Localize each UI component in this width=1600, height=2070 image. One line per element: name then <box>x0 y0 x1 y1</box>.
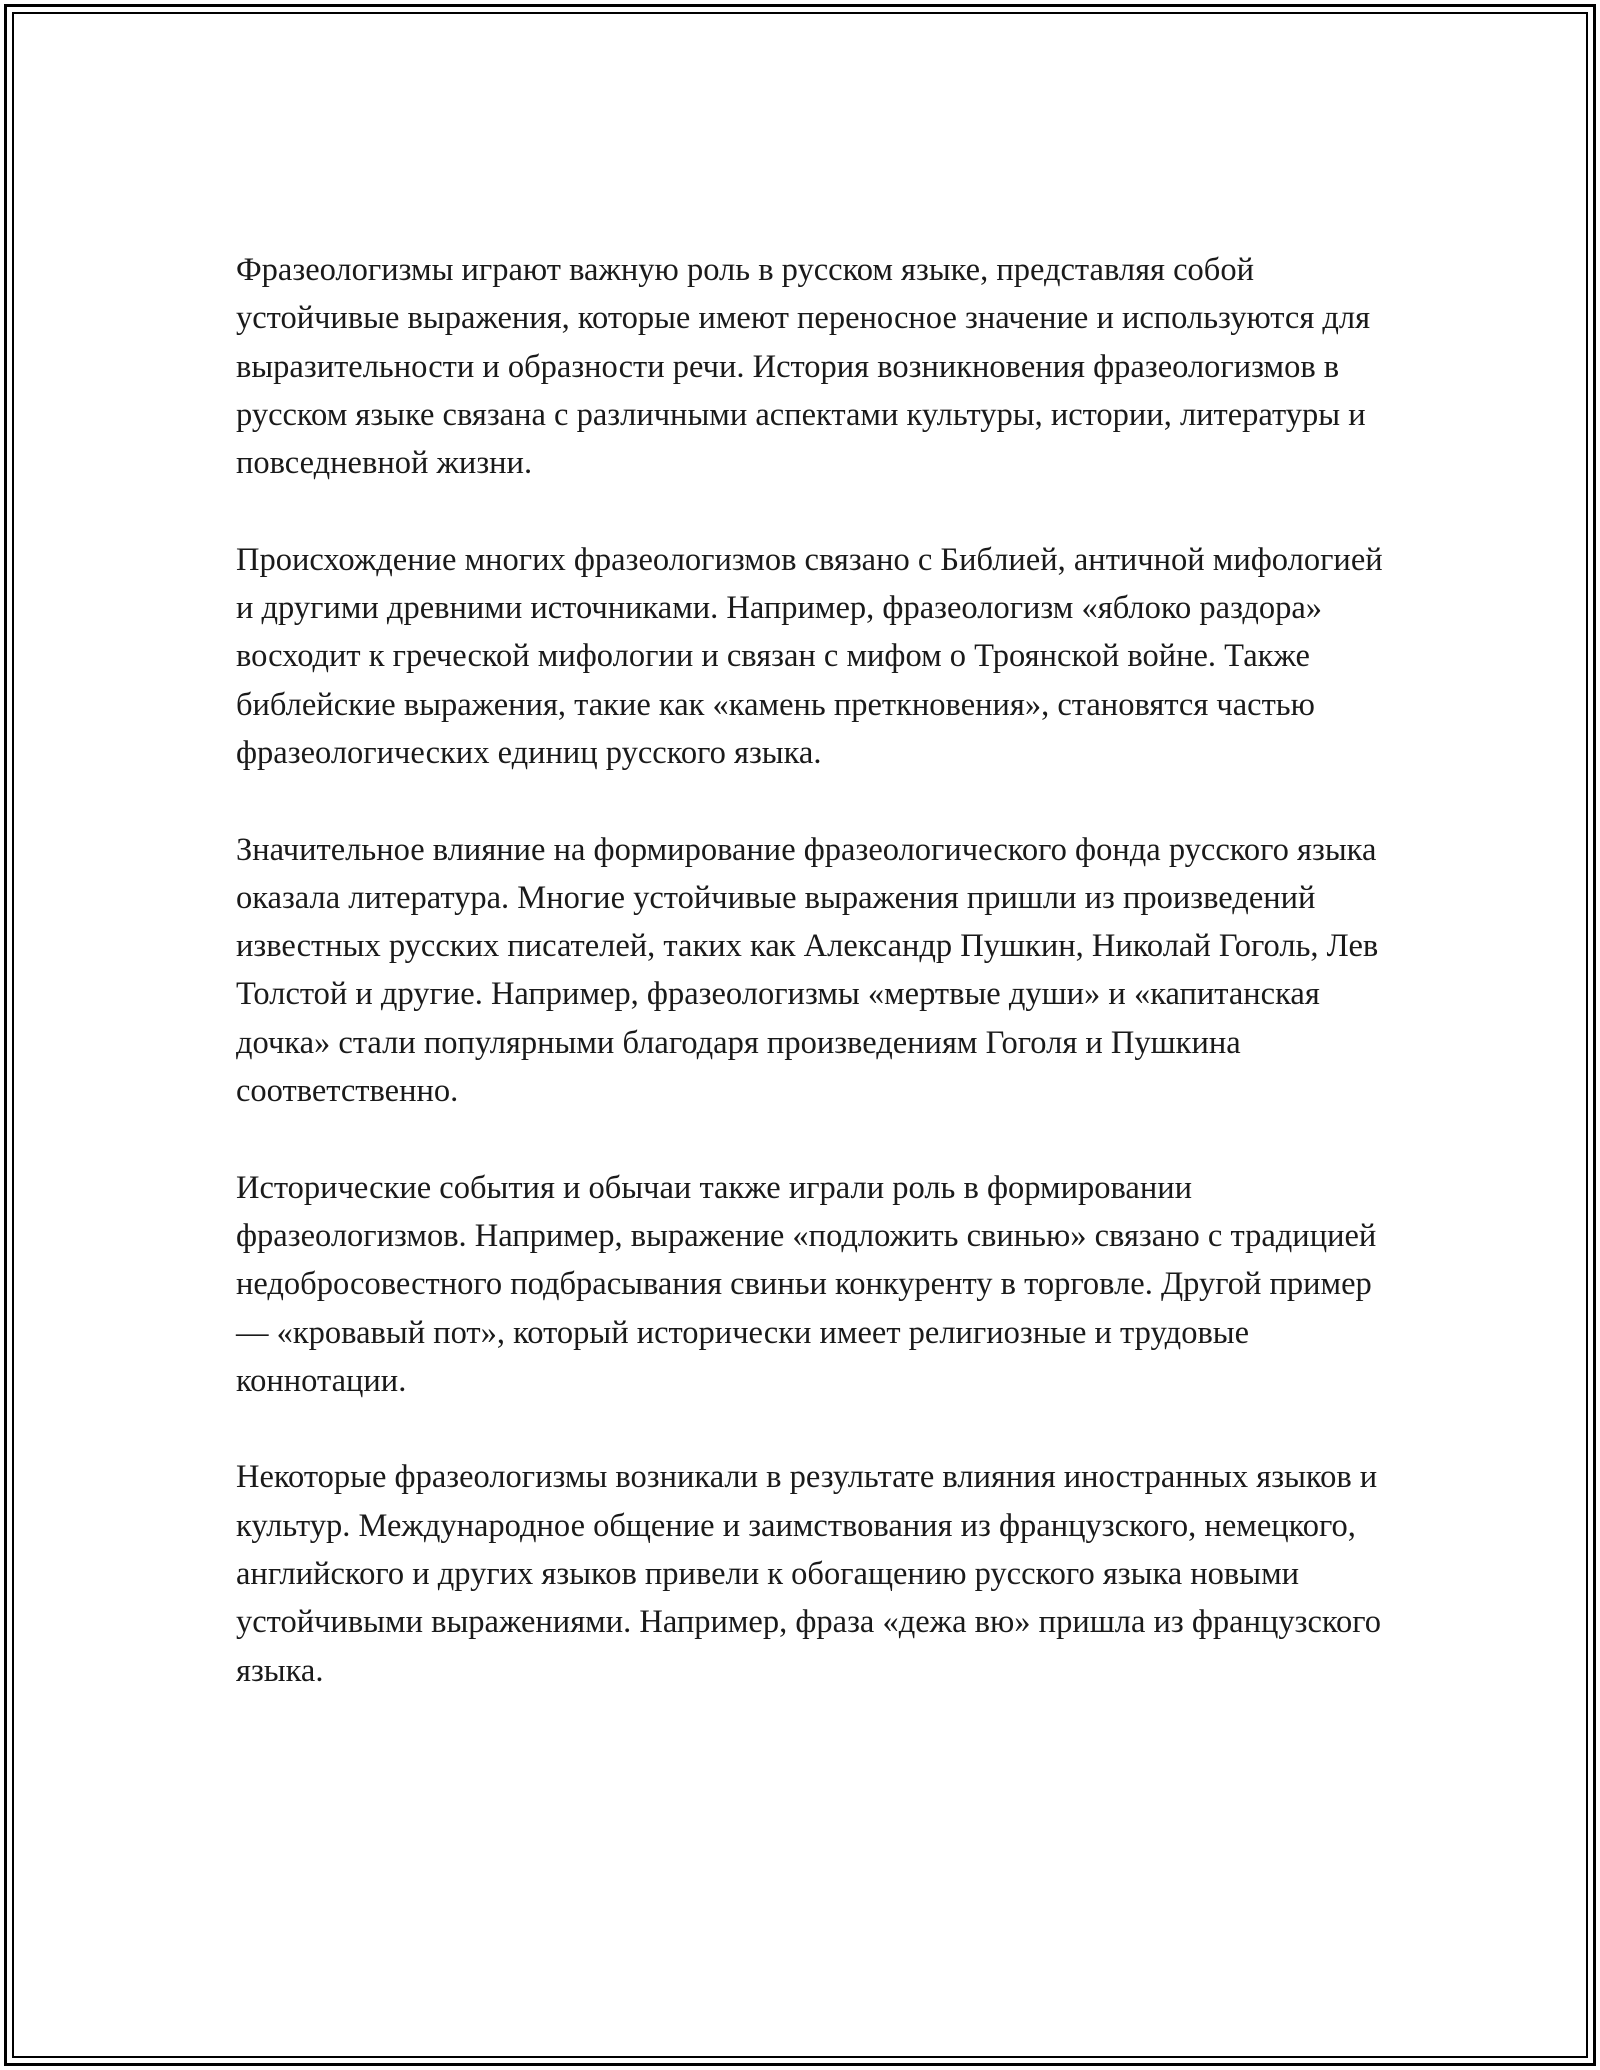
paragraph-1: Фразеологизмы играют важную роль в русском языке, представляя собой устойчивые выражения, которые имеют переносное значение и используются для выразительности и образности речи. История возникновения фразеологизмов в русском языке связана с различными аспектами культуры, истории, литературы и повседневной жизни. <box>236 252 1371 482</box>
document-body <box>236 246 1386 1695</box>
paragraph-4: Исторические события и обычаи также играли роль в формировании фразеологизмов. Например, выражение «подложить свинью» связано с традицией недобросовестного подбрасывания свиньи конкуренту в торговле. Другой пример — «кровавый пот», который исторически имеет религиозные и трудовые коннотации. <box>236 1169 1377 1399</box>
paragraph-3: Значительное влияние на формирование фразеологического фонда русского языка оказала литература. Многие устойчивые выражения пришли из произведений известных русских писателей, таких как Александр Пушкин, Николай Гоголь, Лев Толстой и другие. Например, фразеологизмы «мертвые души» и «капитанская дочка» стали популярными благодаря произведениям Гоголя и Пушкина соответственно. <box>236 831 1379 1110</box>
paragraph-5: Некоторые фразеологизмы возникали в результате влияния иностранных языков и культур. Международное общение и заимствования из французского, немецкого, английского и других языков привели к обогащению русского языка новыми устойчивыми выражениями. Например, фраза «дежа вю» пришла из французского языка. <box>236 1459 1382 1689</box>
paragraph-2: Происхождение многих фразеологизмов связано с Библией, античной мифологией и другими древними источниками. Например, фразеологизм «яблоко раздора» восходит к греческой мифологии и связан с мифом о Троянской войне. Также библейские выражения, такие как «камень преткновения», становятся частью фразеологических единиц русского языка. <box>236 541 1383 771</box>
